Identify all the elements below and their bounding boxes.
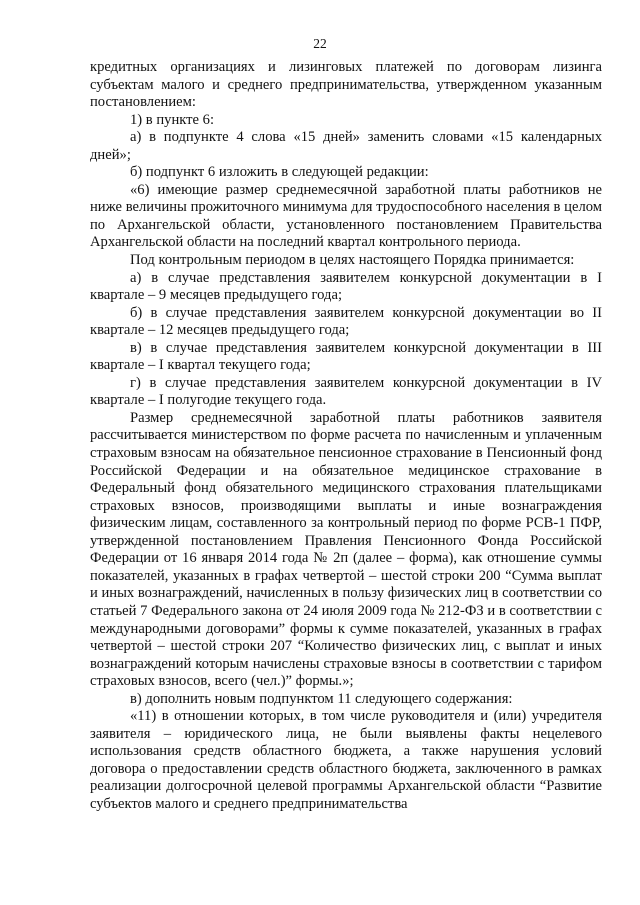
paragraph: кредитных организациях и лизинговых платежей по договорам лизинга субъектам малого и среднего предпринимательства, утвержденном указанным постановлением:: [90, 59, 602, 111]
paragraph: б) подпункт 6 изложить в следующей редакции:: [130, 164, 429, 181]
paragraph: в) дополнить новым подпунктом 11 следующего содержания:: [130, 690, 513, 707]
paragraph: б) в случае представления заявителем конкурсной документации во II квартале – 12 месяцев предыдущего года;: [90, 304, 602, 339]
paragraph: «11) в отношении которых, в том числе руководителя и (или) учредителя заявителя – юридического лица, не были выявлены факты нецелевого использования средств областного бюджета, а также нарушения условий договора о предоставлении средств областного бюджета, заключенного в рамках реализации долгосрочной целевой программы Архангельской области “Развитие субъектов малого и среднего предпринимательства: [90, 708, 602, 812]
paragraph: «6) имеющие размер среднемесячной заработной платы работников не ниже величины прожиточного минимума для трудоспособного населения в целом по Архангельской области, установленного постановлением Правительства Архангельской области на последний квартал контрольного периода.: [90, 181, 602, 251]
paragraph: а) в случае представления заявителем конкурсной документации в I квартале – 9 месяцев предыдущего года;: [90, 269, 602, 304]
paragraph: Под контрольным периодом в целях настоящего Порядка принимается:: [130, 252, 575, 269]
paragraph: в) в случае представления заявителем конкурсной документации в III квартале – I квартал текущего года;: [90, 339, 602, 374]
paragraph: 1) в пункте 6:: [130, 111, 215, 128]
paragraph: а) в подпункте 4 слова «15 дней» заменить словами «15 календарных дней»;: [90, 129, 602, 163]
paragraph: г) в случае представления заявителем конкурсной документации в IV квартале – I полугодие текущего года.: [90, 374, 602, 409]
page-number: 22: [313, 36, 327, 51]
document-body: [90, 59, 602, 814]
paragraph: Размер среднемесячной заработной платы работников заявителя рассчитывается министерством по форме расчета по начисленным и уплаченным страховым взносам на обязательное пенсионное страхование в Пенсионный фонд Российской Федерации и на обязательное медицинское страхование в Федеральный фонд обязательного медицинского страхования плательщиками страховых взносов, производящими выплаты и иные вознаграждения физическим лицам, составленного за контрольный период по форме РСВ-1 ПФР, утвержденной постановлением Правления Пенсионного Фонда Российской Федерации от 16 января 2014 года № 2п (далее – форма), как отношение суммы показателей, указанных в графах четвертой – шестой строки 200 “Сумма выплат и иных вознаграждений, начисленных в пользу физических лиц в соответствии со статьей 7 Федерального закона от 24 июля 2009 года № 212-ФЗ и в соответствии с международными договорами” формы к сумме показателей, указанных в графах четвертой – шестой строки 207 “Количество физических лиц, с выплат и иных вознаграждений которым начислены страховые взносы в соответствии с тарифом страховых взносов, всего (чел.)” формы.»;: [90, 409, 603, 690]
